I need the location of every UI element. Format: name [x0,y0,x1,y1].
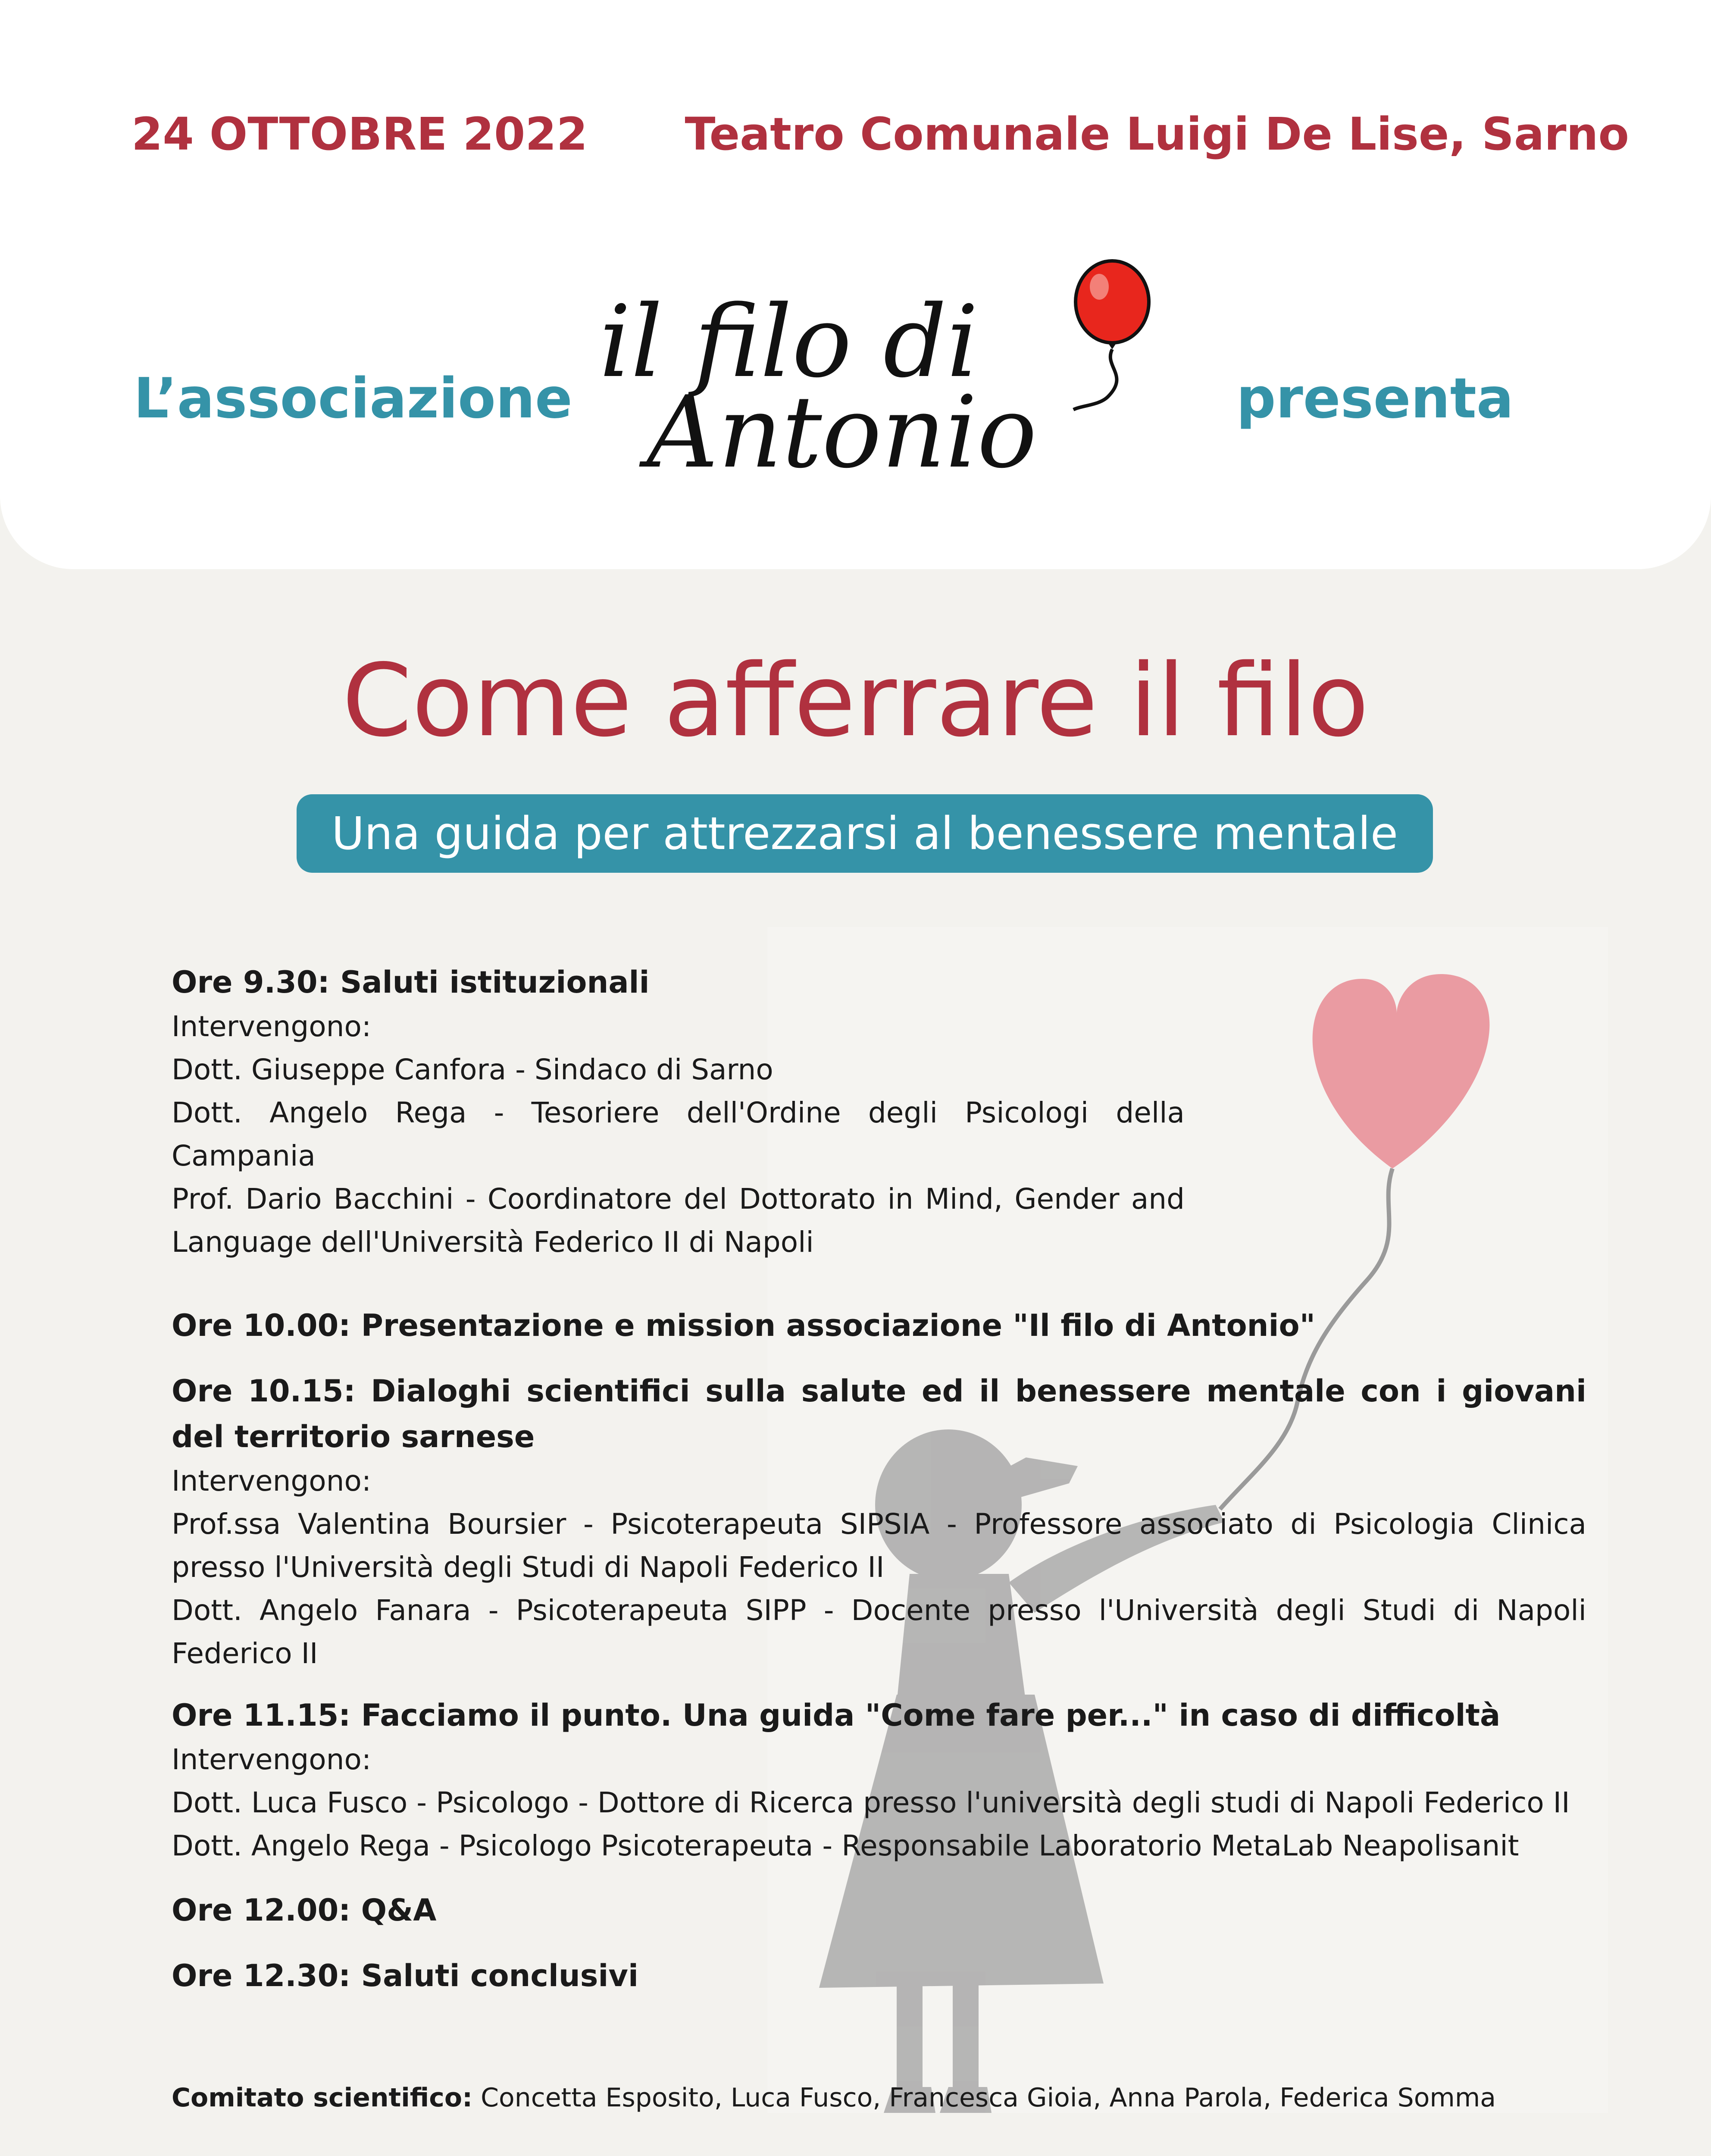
event-venue: Teatro Comunale Luigi De Lise, Sarno [685,108,1629,160]
il-filo-di-antonio-logo [591,250,1173,492]
speaker-line: Dott. Angelo Rega - Psicologo Psicoterapeuta - Responsabile Laboratorio MetaLab Neapolisanit [172,1829,1519,1862]
speaker-line: Dott. Angelo Fanara - Psicoterapeuta SIPP - Docente presso l'Università degli Studi di Napoli Federico II [172,1594,1586,1670]
association-prefix: L’associazione [134,367,572,431]
logo-text-line1: il filo di [599,285,979,400]
subtitle-badge [297,794,1433,873]
page-title: Come afferrare il filo [342,642,1369,759]
subtitle-text: Una guida per attrezzarsi al benessere mentale [332,807,1398,860]
session-heading: Ore 10.00: Presentazione e mission associazione "Il filo di Antonio" [172,1308,1316,1343]
scientific-committee [172,2083,1496,2113]
committee-members: Concetta Esposito, Luca Fusco, Francesca Gioia, Anna Parola, Federica Somma [472,2083,1496,2113]
speaker-line: Prof.ssa Valentina Boursier - Psicoterapeuta SIPSIA - Professore associato di Psicologia Clinica presso l'Università degli Studi di Napoli Federico II [172,1507,1586,1584]
speaker-line: Dott. Giuseppe Canfora - Sindaco di Sarno [172,1053,773,1086]
speakers-intro: Intervengono: [172,1464,372,1498]
session-heading: Ore 9.30: Saluti istituzionali [172,965,650,1000]
committee-label: Comitato scientifico: [172,2083,473,2113]
session-heading: Ore 11.15: Facciamo il punto. Una guida "Come fare per..." in caso di difficoltà [172,1698,1501,1733]
speaker-line: Dott. Luca Fusco - Psicologo - Dottore di Ricerca presso l'università degli studi di Napoli Federico II [172,1786,1570,1819]
speaker-line: Prof. Dario Bacchini - Coordinatore del Dottorato in Mind, Gender and Language dell'Università Federico II di Napoli [172,1182,1185,1259]
session-heading: Ore 12.00: Q&A [172,1893,437,1928]
association-suffix: presenta [1236,367,1514,431]
session-heading: Ore 10.15: Dialoghi scientifici sulla salute ed il benessere mentale con i giovani del territorio sarnese [172,1373,1586,1454]
session-heading: Ore 12.30: Saluti conclusivi [172,1958,638,1993]
program-schedule [172,959,1586,1999]
red-balloon-icon [1065,259,1160,414]
speakers-intro: Intervengono: [172,1010,372,1043]
speaker-line: Dott. Angelo Rega - Tesoriere dell'Ordine degli Psicologi della Campania [172,1096,1185,1172]
event-date: 24 OTTOBRE 2022 [131,108,588,160]
speakers-intro: Intervengono: [172,1743,372,1776]
logo-text-line2: Antonio [647,375,1037,490]
